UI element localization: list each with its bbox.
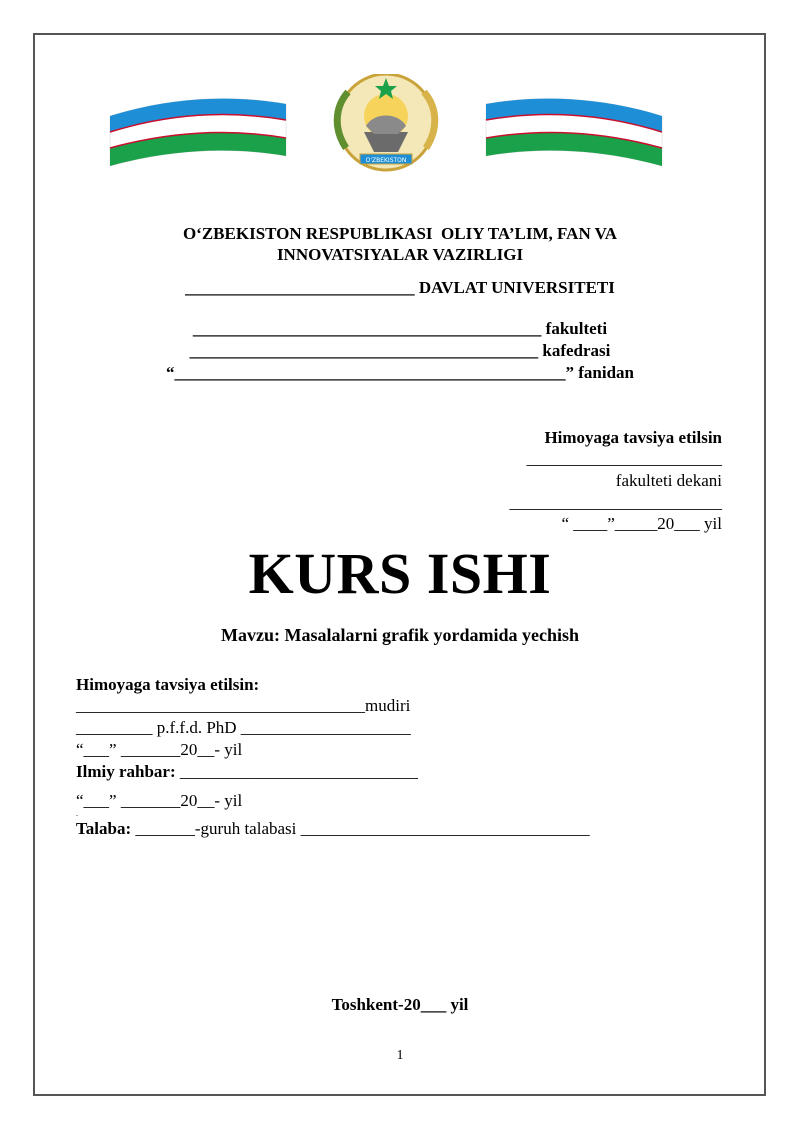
approval-date: “ ____”_____20___ yil — [561, 514, 722, 533]
advisor-label: Ilmiy rahbar: — [76, 762, 176, 781]
recommend-date-2: “___” _______20__- yil — [76, 791, 243, 810]
student-label: Talaba: — [76, 819, 132, 838]
uzbekistan-emblem-banner — [108, 74, 664, 174]
advisor-row — [76, 763, 418, 782]
city-year: Toshkent-20___ yil — [331, 995, 469, 1014]
university-line: ___________________________ DAVLAT UNIVERSITETI — [185, 278, 615, 297]
approval-signature-line: _______________________ — [526, 449, 722, 468]
svg-text:O'ZBEKISTON: O'ZBEKISTON — [365, 157, 407, 164]
subject-line: “______________________________________________” fanidan — [166, 363, 634, 382]
faculty-line: _________________________________________ fakulteti — [192, 319, 608, 338]
page-number: 1 — [396, 1048, 404, 1063]
advisor-signature-line: ____________________________ — [175, 762, 418, 781]
dean-label: fakulteti dekani — [615, 471, 722, 490]
document-title: KURS ISHI — [248, 541, 552, 606]
recommend-date-1: “___” _______20__- yil — [76, 740, 243, 759]
topic-line: Mavzu: Masalalarni grafik yordamida yechish — [221, 625, 579, 645]
approval-name-line: _________________________ — [509, 493, 722, 512]
ministry-line-2: INNOVATSIYALAR VAZIRLIGI — [276, 245, 524, 264]
degree-line: _________ p.f.f.d. PhD ____________________ — [76, 718, 411, 737]
recommend-heading: Himoyaga tavsiya etilsin: — [76, 675, 260, 694]
department-line: _________________________________________ kafedrasi — [189, 341, 611, 360]
approval-heading: Himoyaga tavsiya etilsin — [544, 428, 722, 447]
stray-mark: - — [76, 813, 78, 819]
student-row — [76, 820, 590, 839]
ministry-line-1: O‘ZBEKISTON RESPUBLIKASI OLIY TA’LIM, FAN VA — [182, 224, 618, 243]
student-line: _______-guruh talabasi __________________________________ — [131, 819, 590, 838]
department-head-line: __________________________________mudiri — [76, 696, 411, 715]
